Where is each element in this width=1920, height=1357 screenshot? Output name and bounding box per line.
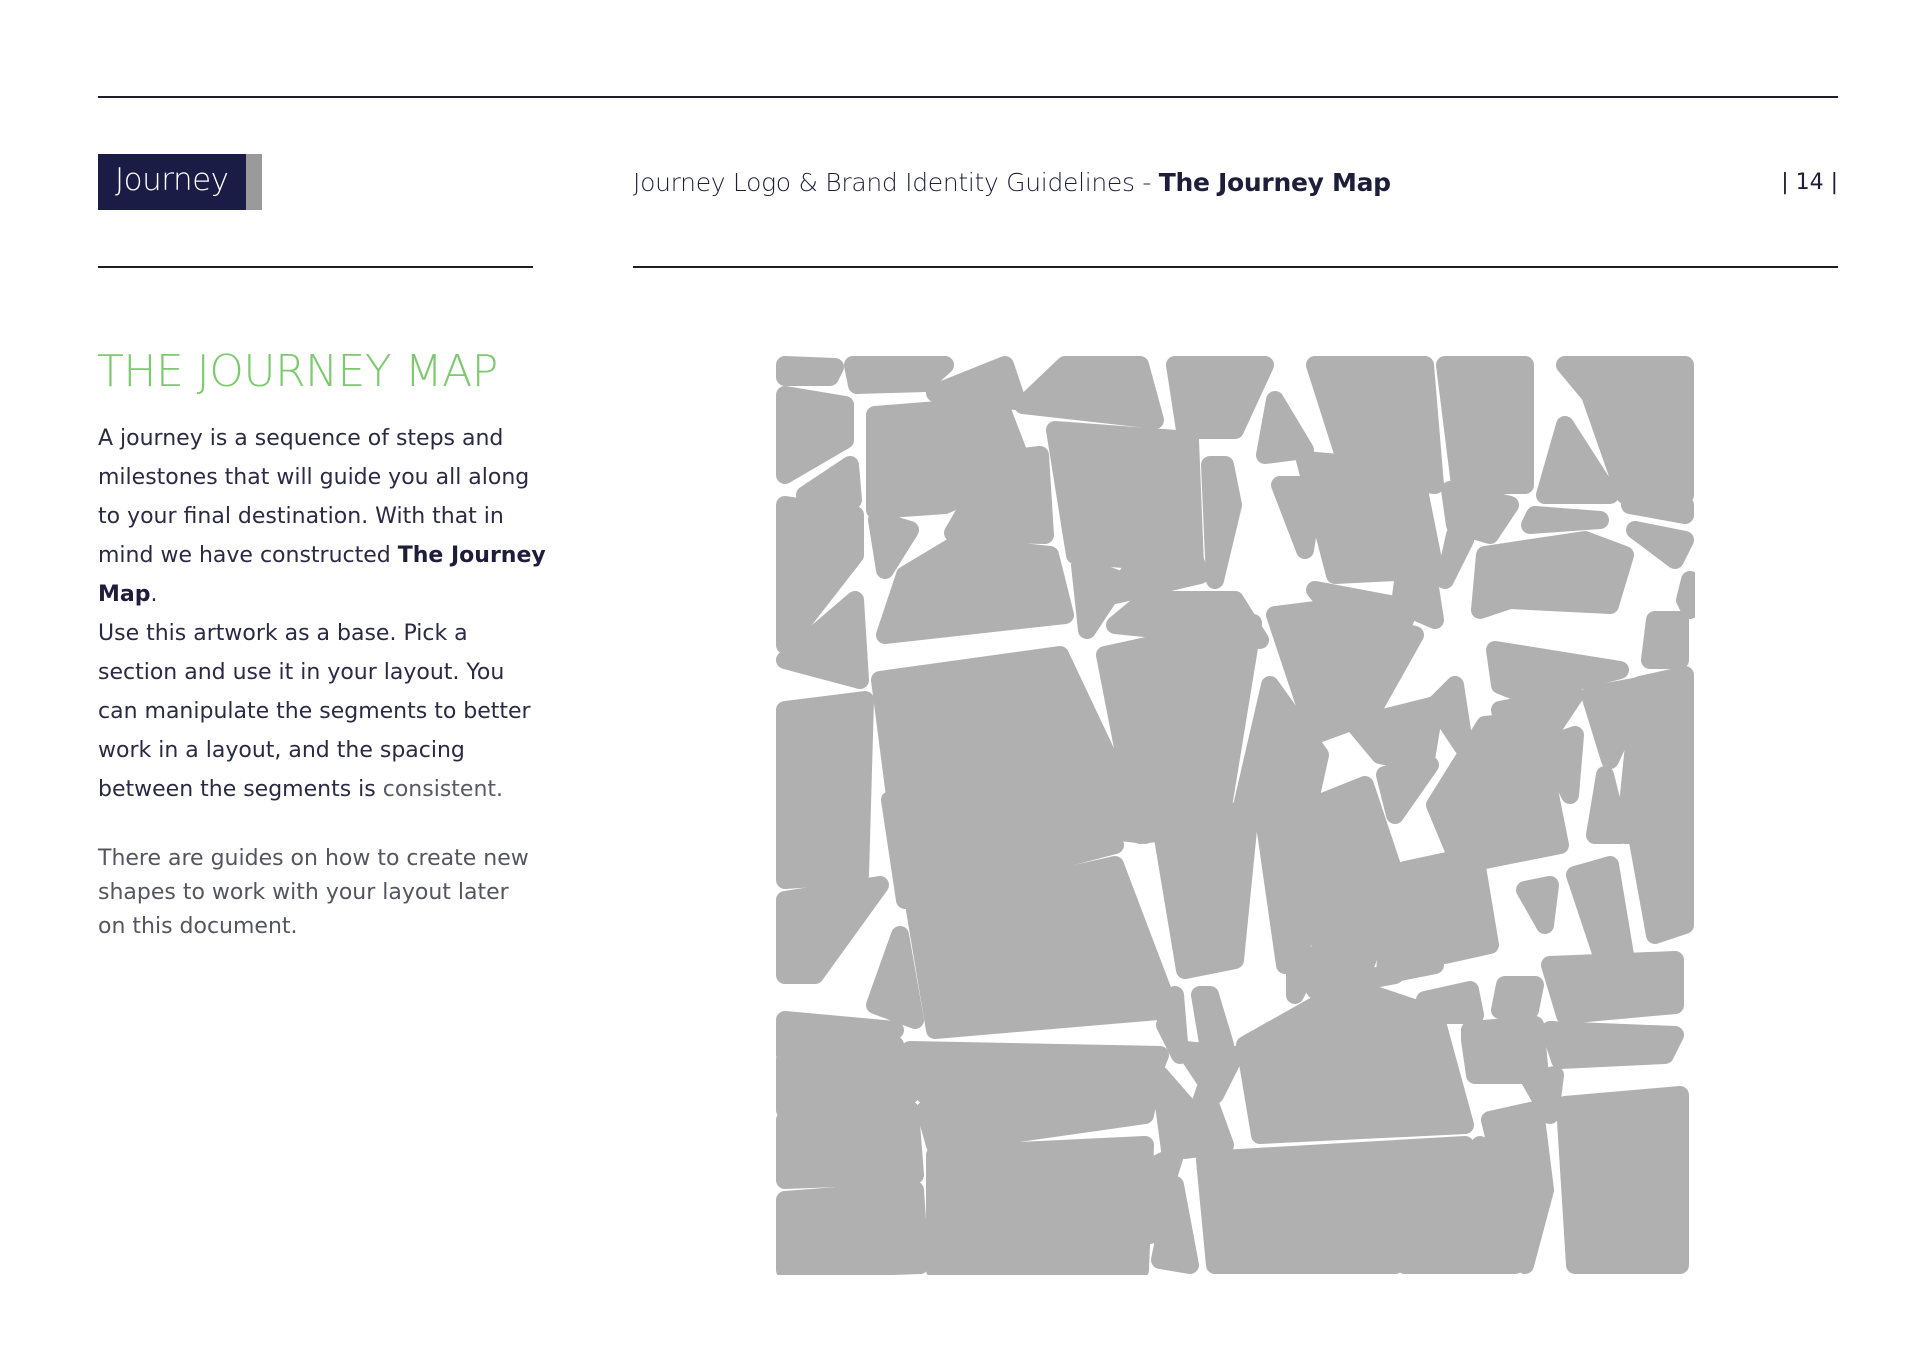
- map-segment: [785, 885, 880, 975]
- map-segment: [1470, 1025, 1540, 1075]
- section-title: THE JOURNEY MAP: [97, 346, 498, 397]
- map-segment: [1550, 960, 1675, 1015]
- map-segment: [1550, 1030, 1675, 1060]
- map-segment: [785, 365, 835, 377]
- map-segment: [1525, 885, 1550, 925]
- map-segment: [1565, 1095, 1680, 1265]
- map-segment: [1210, 465, 1233, 580]
- map-segment: [1500, 985, 1535, 1010]
- journey-logo: [98, 154, 262, 210]
- map-segment: [1265, 400, 1305, 455]
- map-segment: [1595, 775, 1620, 835]
- document-title-prefix: Journey Logo & Brand Identity Guidelines -: [633, 168, 1159, 197]
- usage-paragraph: [98, 614, 538, 809]
- map-segment: [1635, 530, 1685, 560]
- map-segment: [1635, 825, 1685, 935]
- map-segment: [1385, 765, 1430, 815]
- map-segment: [935, 1145, 1145, 1270]
- map-segment: [1023, 365, 1155, 420]
- map-segment: [1575, 865, 1625, 965]
- map-segment: [1425, 990, 1475, 1015]
- logo-gray-bar: [246, 154, 262, 210]
- usage-text: Use this artwork as a base. Pick a section and use it in your layout. You can manipulate the segments to better work in a layout, and the spacing between the segments is: [98, 621, 531, 802]
- intro-text: A journey is a sequence of steps and milestones that will guide you all along to your final destination. With that in mind we have constructed: [98, 426, 530, 568]
- logo-text: Journey: [115, 162, 229, 198]
- map-segment: [1630, 505, 1685, 515]
- map-segment: [805, 465, 853, 500]
- map-segment: [877, 520, 910, 570]
- map-segment: [1445, 535, 1465, 580]
- right-header-rule: [633, 266, 1838, 268]
- guides-note: There are guides on how to create new shapes to work with your layout later on this document.: [98, 846, 529, 939]
- map-segment: [1650, 620, 1680, 660]
- intro-paragraph: [98, 419, 548, 614]
- map-segment: [1685, 580, 1690, 610]
- map-segment: [1160, 810, 1250, 970]
- map-segment: [1435, 685, 1465, 750]
- map-segment: [925, 1090, 1150, 1145]
- left-header-rule: [98, 266, 533, 268]
- map-segment: [853, 365, 945, 385]
- intro-end: .: [150, 582, 158, 607]
- document-title: [633, 168, 1391, 197]
- top-rule: [98, 96, 1838, 98]
- map-segment: [1280, 485, 1315, 550]
- map-segment: [1445, 365, 1525, 485]
- journey-map-artwork: [775, 355, 1695, 1275]
- map-segment: [1480, 540, 1625, 610]
- map-segment: [785, 1190, 920, 1270]
- usage-muted: consistent.: [382, 777, 504, 802]
- map-segment: [1175, 365, 1265, 430]
- map-segment: [785, 700, 865, 880]
- map-segment: [785, 1045, 910, 1110]
- map-segment: [885, 545, 1065, 635]
- map-segment: [875, 935, 915, 1020]
- journey-map-segments: [785, 365, 1690, 1270]
- map-segment: [1625, 675, 1685, 835]
- map-segment: [1530, 515, 1600, 525]
- document-title-bold: The Journey Map: [1158, 168, 1391, 197]
- map-segment: [1355, 705, 1435, 765]
- map-segment: [785, 1110, 915, 1180]
- map-segment: [1310, 975, 1395, 990]
- map-segment: [1160, 1185, 1190, 1265]
- page-number: | 14 |: [1781, 170, 1838, 195]
- map-segment: [785, 395, 845, 475]
- intro-bold: The Journey Map: [98, 543, 546, 607]
